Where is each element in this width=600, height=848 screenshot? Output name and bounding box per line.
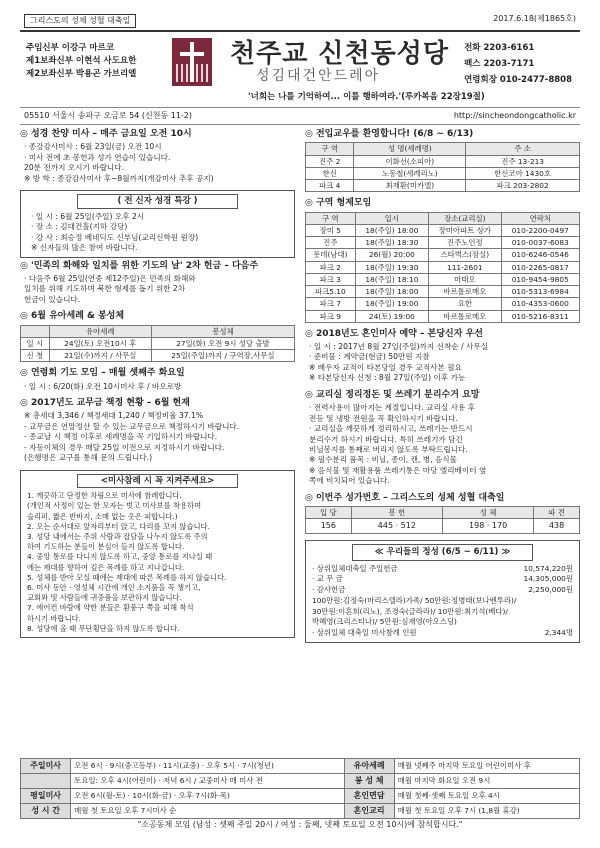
text-district-rows-6-0: 파크 7 [306, 298, 356, 310]
text-lecture-items-2: · 강 사 : 최승정 베네딕도 신부님(교리신학원 원장) [31, 232, 199, 242]
reconciliation-section [20, 261, 295, 306]
text-bottom-rows-2-3: 매월 첫째·셋째 토요일 오후 4시 [394, 789, 579, 804]
feast-name: 그리스도의 성체 성혈 대축일 [24, 14, 136, 28]
text-rules-items-12: 하시기 바랍니다. [27, 613, 81, 623]
top-line [20, 14, 580, 28]
text-sec1-items-1: · 미사 전에 초 봉헌과 성가 연습이 있습니다. [24, 152, 171, 162]
text-rules-items-1: (개인적 사정이 있는 한 모자는 벗고 미사보를 착용하며 [27, 501, 202, 511]
text-bottom-rows-3-0: 성 시 간 [21, 804, 71, 819]
district-section [305, 198, 580, 323]
text-district-rows-4-2: 마태오 [429, 273, 501, 285]
bulletin-page [20, 14, 580, 836]
text-baptism-rows-0-1: 24일(토) 오전10시 후 [49, 337, 151, 349]
text-sec2-items-2: 헌금이 있습니다. [24, 294, 81, 304]
text-district-rows-4-1: 18(주일) 18:10 [355, 273, 428, 285]
text-newcomers-rows-0-2: 진주 13-213 [466, 155, 580, 167]
budget-section [20, 398, 295, 464]
text-budget-items-0: ※ 총세대 3,346 / 책정세대 1,240 / 책정비율 37.1% [24, 411, 204, 421]
text-newcomers-head-2: 주 소 [466, 143, 580, 155]
text-district-rows-7-1: 24(토) 19:00 [355, 310, 428, 322]
text-budget-items-3: - 자동이체의 경우 매달 25일 이전으로 지정하시기 바랍니다. [24, 442, 225, 452]
text-district-rows-1-0: 진주 [306, 237, 356, 249]
text-offering-rows-0-1: 10,574,220원 [523, 563, 573, 573]
baptism-table [20, 325, 295, 363]
text-hymn-head-3: 파 견 [534, 507, 580, 519]
text-offering-rows-2-0: · 감사헌금 [312, 585, 346, 595]
text-recycle-items-0: · 전력사용이 많아지는 계절입니다. 교리실 사용 후 [309, 403, 476, 413]
text-district-rows-0-0: 장미 5 [306, 224, 356, 236]
text-bottom-rows-1-3: 매월 마지막 화요일 오전 9시 [394, 774, 579, 789]
text-rules-items-4: 3. 성당 내에서는 주위 사람과 잡담을 나누지 않도록 주의 [27, 532, 208, 542]
text-budget-title: ◎ 2017년도 교무금 책정 현황 – 6월 현재 [20, 398, 190, 408]
text-newcomers-head-0: 구 역 [306, 143, 354, 155]
text-rules-items-3: 2. 오는 순서대로 앞자리부터 앉고, 다리를 꼬지 않습니다. [27, 521, 210, 531]
text-district-rows-0-1: 18(주일) 18:00 [355, 224, 428, 236]
text-bottom-rows-3-2: 혼인교리 [344, 804, 394, 819]
footnote: "소공동체 모임 (남성 : 셋째 주일 20시 / 여성 : 둘째, 넷째 토요일 오전 10시)에 참석합시다." [137, 820, 463, 829]
text-bottom-rows-2-0: 평일미사 [21, 789, 71, 804]
text-district-rows-1-3: 010-0037-6083 [501, 237, 579, 249]
text-recycle-items-6: ※ 음식물 및 재활용품 쓰레기통은 마당 엘리베이터 옆 [309, 465, 487, 475]
text-offering-donors-1: 30만원:이혼희(리노), 조경숙(글라라)/ 10만원:최기석(베다)/ [312, 606, 508, 616]
text-recycle-items-1: 전등 및 냉방 전원을 꼭 확인하시기 바랍니다. [309, 413, 458, 423]
contacts [464, 40, 572, 88]
text-district-rows-3-1: 18(주일) 19:30 [355, 261, 428, 273]
text-marriage-items-0: · 일 시 : 2017년 8월 27일(주일)까지 선착순 / 사무실 [309, 342, 489, 351]
assistant-2: 제2보좌신부 박용곤 가브리엘 [26, 68, 137, 79]
motto: '너희는 나를 기억하여... 이를 행하여라.'(루카복음 22장19절) [248, 92, 485, 102]
hymn-section [305, 493, 580, 535]
text-marriage-items-1: · 준비물 : 계약금(현금) 50만원 지참 [309, 352, 430, 362]
text-district-title: ◎ 구역 형제모임 [305, 198, 372, 209]
assistant-1: 제1보좌신부 이현석 사도요한 [26, 55, 137, 66]
church-name: 천주교 신천동성당 [230, 39, 449, 69]
text-sec2-items-0: · 다음주 6월 25일(연중 제12주일)은 민족의 화해와 [24, 273, 196, 283]
clergy-list [26, 42, 136, 80]
text-district-rows-5-3: 010-5313-6984 [501, 286, 579, 298]
text-sec2-title: ◎ '민족의 화해와 일치를 위한 기도의 날' 2차 헌금 – 다음주 [20, 260, 259, 271]
text-hymn-vals-0: 156 [306, 519, 352, 534]
text-recycle-items-7: 쪽에 비치되어 있습니다. [309, 476, 390, 486]
lecture-box [20, 190, 295, 258]
text-newcomers-rows-2-1: 최재환(미카엘) [354, 180, 466, 192]
text-bottom-rows-3-1: 매월 첫 토요일 오후 7시미사 순 [71, 804, 344, 819]
text-recycle-items-5: ※ 필수분리 품목 : 비닐, 종이, 캔, 병, 음식물 [309, 455, 457, 465]
text-district-rows-2-0: 롯데(남대) [306, 249, 356, 261]
text-bottom-rows-0-1: 오전 6시 · 9시(중고등부) · 11시(교중) · 오후 5시 · 7시(청년) [71, 759, 344, 774]
text-rules-items-10: 교회와 및 사람들에 귀중품을 보관하지 않습니다. [27, 593, 182, 603]
text-hymn-head-1: 봉 헌 [351, 507, 442, 519]
text-district-rows-6-3: 010-4353-0600 [501, 298, 579, 310]
text-district-head-2: 장소(교리실) [429, 212, 501, 224]
church-patron: 성김대건안드레아 [256, 68, 381, 84]
text-bottom-rows-0-3: 매월 넷째주 마지막 토요일 어린이미사 후 [394, 759, 579, 774]
text-newcomers-rows-1-1: 노동철(세례리노) [354, 167, 466, 179]
address-bar [20, 108, 580, 125]
text-offering-title: ≪ 우리들의 정성 (6/5 ~ 6/11) ≫ [352, 544, 533, 560]
text-bottom-rows-0-0: 주일미사 [21, 759, 71, 774]
address: 05510 서울시 송파구 오금로 54 (신천동 11-2) [24, 111, 193, 120]
text-offering-last-1: 2,344명 [544, 628, 573, 638]
text-newcomers-rows-1-2: 한신코아 1430호 [466, 167, 580, 179]
text-bottom-rows-1-1: 토요일: 오후 4시(어린이) · 저녁 6시 / 교중미사 매 미사 전 [71, 774, 344, 789]
text-rules-items-9: 6. 미사 동안 · 영성체 시간에 개인 소지품을 꼭 챙기고, [27, 583, 201, 593]
text-recycle-title: ◎ 교리실 정리정돈 및 쓰레기 분리수거 요망 [305, 389, 480, 400]
text-newcomers-rows-1-0: 한신 [306, 167, 354, 179]
text-district-rows-5-2: 바르톨로메오 [429, 286, 501, 298]
text-offering-donors-2: 박혜영(크리스티나)/ 5만원:심재영(아오스딩) [312, 617, 457, 627]
text-baptism-head-2: 봉성체 [151, 325, 294, 337]
text-newcomers-head-1: 성 명(세례명) [354, 143, 466, 155]
right-column [305, 129, 580, 643]
text-newcomers-rows-2-2: 파크 203-2802 [466, 180, 580, 192]
text-district-rows-0-2: 장미아파트 상가 [429, 224, 501, 236]
text-rules-items-7: 에는 제대를 향하여 깊은 목례를 하고 지나갑니다. [27, 562, 185, 572]
text-newcomers-rows-0-1: 이화선(소피아) [354, 155, 466, 167]
text-rules-items-0: 1. 깨끗하고 단정한 차림으로 미사에 참례합니다. [27, 491, 182, 501]
text-baptism-head-0 [21, 325, 50, 337]
text-sec1-title: ◎ 성경 찬양 미사 – 매주 금요일 오전 10시 [20, 129, 192, 139]
text-offering-rows-2-1: 2,250,000원 [528, 585, 573, 595]
text-rules-items-13: 8. 성당에 올 때 무단횡단을 하지 않도록 합니다. [27, 623, 180, 633]
text-sec1-items-2: 20분 전까지 오시기 바랍니다. [24, 163, 125, 173]
text-district-head-3: 연락처 [501, 212, 579, 224]
text-offering-rows-1-0: · 교 무 금 [312, 574, 343, 584]
text-bottom-rows-2-1: 오전 6시(월-토) · 10시(화-금) · 오후 7시(화-목) [71, 789, 344, 804]
bible-mass-section [20, 129, 295, 184]
text-rules-items-11: 7. 에어컨 바람에 약한 분들은 환풍구 쪽을 피해 착석 [27, 603, 194, 613]
text-newcomers-rows-2-0: 파크 4 [306, 180, 354, 192]
text-hymn-vals-2: 198 · 170 [442, 519, 533, 534]
text-hymn-title: ◎ 이번주 성가번호 – 그리스도의 성체 성혈 대축일 [305, 492, 505, 503]
text-district-rows-6-2: 요한 [429, 298, 501, 310]
text-district-rows-1-1: 18(주일) 18:30 [355, 237, 428, 249]
text-baptism-rows-1-2: 25일(주일)까지 / 구역장,사무실 [151, 350, 294, 362]
prayer-section [20, 368, 295, 392]
masthead [20, 32, 580, 108]
text-sec1-items-0: · 종강감사미사 : 6월 23일(금) 오전 10시 [24, 142, 162, 152]
text-budget-items-1: - 교무금은 연말정산 할 수 있는 교무금으로 책정하시기 바랍니다. [24, 421, 240, 431]
text-district-rows-4-0: 파크 3 [306, 273, 356, 285]
text-baptism-rows-0-0: 일 시 [21, 337, 50, 349]
phone: 전화 2203-6161 [464, 43, 535, 53]
text-baptism-rows-0-2: 27일(화) 오전 9시 성당 출발 [151, 337, 294, 349]
text-recycle-items-3: 분리수거 하시기 바랍니다. 특히 쓰레기가 담긴 [309, 434, 463, 444]
text-bottom-rows-2-2: 혼인면담 [344, 789, 394, 804]
fax: 팩스 2203-7171 [464, 59, 535, 70]
text-newcomers-title: ◎ 전입교우를 환영합니다! (6/8 ~ 6/13) [305, 129, 474, 139]
text-lecture-items-3: ※ 신자들의 많은 참여 바랍니다. [31, 243, 138, 253]
text-offering-donors-0: 100만원:김정숙(마리스텔라)가족/ 50만원:정병태(보나벤투라)/ [312, 595, 517, 605]
newcomers-section [305, 129, 580, 192]
text-bottom-rows-3-3: 매월 첫 토요일 오후 7시 (1,8월 휴강) [394, 804, 579, 819]
schedule-table [20, 758, 580, 819]
text-hymn-vals-3: 438 [534, 519, 580, 534]
text-district-rows-3-2: 111-2601 [429, 261, 501, 273]
recycle-section [305, 390, 580, 487]
text-district-rows-2-3: 010-6246-0546 [501, 249, 579, 261]
offering-box [305, 540, 580, 642]
funeral-contact: 연령회장 010-2477-8808 [464, 75, 572, 86]
text-district-rows-2-2: 스타벅스(잠실) [429, 249, 501, 261]
text-prayer-title: ◎ 연령회 기도 모임 – 매월 셋째주 화요일 [20, 368, 185, 379]
left-column [20, 129, 295, 643]
text-prayer-items-0: · 일 시 : 6/20(화) 오전 10시미사 후 / 바오로방 [24, 381, 182, 391]
text-district-rows-3-0: 파크 2 [306, 261, 356, 273]
text-recycle-items-2: · 교리실을 깨끗하게 정리하시고, 쓰레기는 반드시 [309, 424, 473, 434]
text-sec2-items-1: 일치를 위해 기도하며 북한 형제를 돕기 위한 2차 [24, 284, 186, 294]
pastor: 주임신부 이강구 마르코 [26, 43, 115, 53]
text-rules-items-2: 슬리퍼, 짧은 반바지, 소매 없는 옷은 피합니다.) [27, 511, 178, 521]
text-district-rows-7-0: 파크 9 [306, 310, 356, 322]
text-bottom-rows-1-0 [21, 774, 71, 789]
text-baptism-rows-1-0: 신 청 [21, 350, 50, 362]
text-district-head-1: 일시 [355, 212, 428, 224]
text-district-rows-2-1: 26(월) 20:00 [355, 249, 428, 261]
text-district-rows-7-3: 010-5216-8311 [501, 310, 579, 322]
text-district-rows-0-3: 010-2200-0497 [501, 224, 579, 236]
issue-date: 2017.6.18(제1865호) [493, 14, 576, 23]
text-district-head-0: 구 역 [306, 212, 356, 224]
text-hymn-vals-1: 445 · 512 [351, 519, 442, 534]
text-offering-last-0: · 삼위일체 대축일 미사참례 인원 [312, 628, 417, 638]
text-rules-items-8: 5. 성체를 받아 모실 때에는 제대에 따른 목례를 하지 않습니다. [27, 572, 227, 582]
text-baptism-title: ◎ 6월 유아세례 & 봉성체 [20, 311, 125, 322]
text-budget-items-4: (은행명은 교구를 통해 문의 드립니다.) [24, 453, 153, 463]
text-district-rows-5-0: 파크5.10 [306, 286, 356, 298]
text-rules-items-6: 4. 중앙 통로를 다니지 않도록 하고, 중앙 통로를 지나실 때 [27, 552, 213, 562]
text-newcomers-rows-0-0: 진주 2 [306, 155, 354, 167]
text-district-rows-6-1: 18(주일) 19:00 [355, 298, 428, 310]
text-rules-title: <미사참례 시 꼭 지켜주세요> [77, 474, 238, 489]
text-recycle-items-4: 비닐봉지를 통째로 버리지 않도록 부탁드립니다. [309, 445, 468, 454]
text-district-rows-3-3: 010-2265-0817 [501, 261, 579, 273]
text-marriage-items-3: ※ 타본당신자 신청 : 8월 27일(주일) 이후 가능 [309, 373, 466, 383]
baptism-section [20, 311, 295, 362]
marriage-section [305, 329, 580, 384]
text-hymn-head-2: 성 체 [442, 507, 533, 519]
text-district-rows-1-2: 진주노인정 [429, 237, 501, 249]
text-lecture-items-1: · 장 소 : 김대건홀(지하 강당) [31, 222, 128, 232]
church-logo-icon [172, 38, 212, 86]
text-baptism-rows-1-1: 21일(수)까지 / 사무실 [49, 350, 151, 362]
text-district-rows-4-3: 010-9454-9805 [501, 273, 579, 285]
text-baptism-head-1: 유아세례 [49, 325, 151, 337]
text-offering-rows-1-1: 14,305,000원 [523, 574, 573, 584]
text-bottom-rows-0-2: 유아세례 [344, 759, 394, 774]
text-lecture-title: ( 전 신자 성경 특강 ) [77, 194, 238, 209]
text-budget-items-2: - 종교날 시 책정 이후로 세례명을 꼭 기입하시기 바랍니다. [24, 432, 218, 442]
text-district-rows-5-1: 18(주일) 18:00 [355, 286, 428, 298]
text-offering-rows-0-0: · 상위일체대축일 주일헌금 [312, 563, 398, 573]
text-bottom-rows-1-2: 봉 성 체 [344, 774, 394, 789]
text-lecture-items-0: · 일 시 : 6월 25일(주일) 오후 2시 [31, 211, 145, 221]
text-sec1-items-3: ※ 방 학 : 종강감사미사 후~8월까지(개강미사 추후 공지) [24, 173, 214, 183]
text-hymn-head-0: 입 당 [306, 507, 352, 519]
text-marriage-title: ◎ 2018년도 혼인미사 예약 – 본당신자 우선 [305, 328, 483, 339]
text-district-rows-7-2: 바르톨로메오 [429, 310, 501, 322]
mass-rules-box [20, 470, 295, 638]
text-rules-items-5: 하여 기도하는 분들이 분심이 들지 않도록 합니다. [27, 542, 185, 552]
website-link[interactable]: http://sincheondongcatholic.kr [453, 111, 576, 120]
text-marriage-items-2: ※ 배우자 교적이 타본당일 경우 교적사본 필요 [309, 362, 462, 372]
